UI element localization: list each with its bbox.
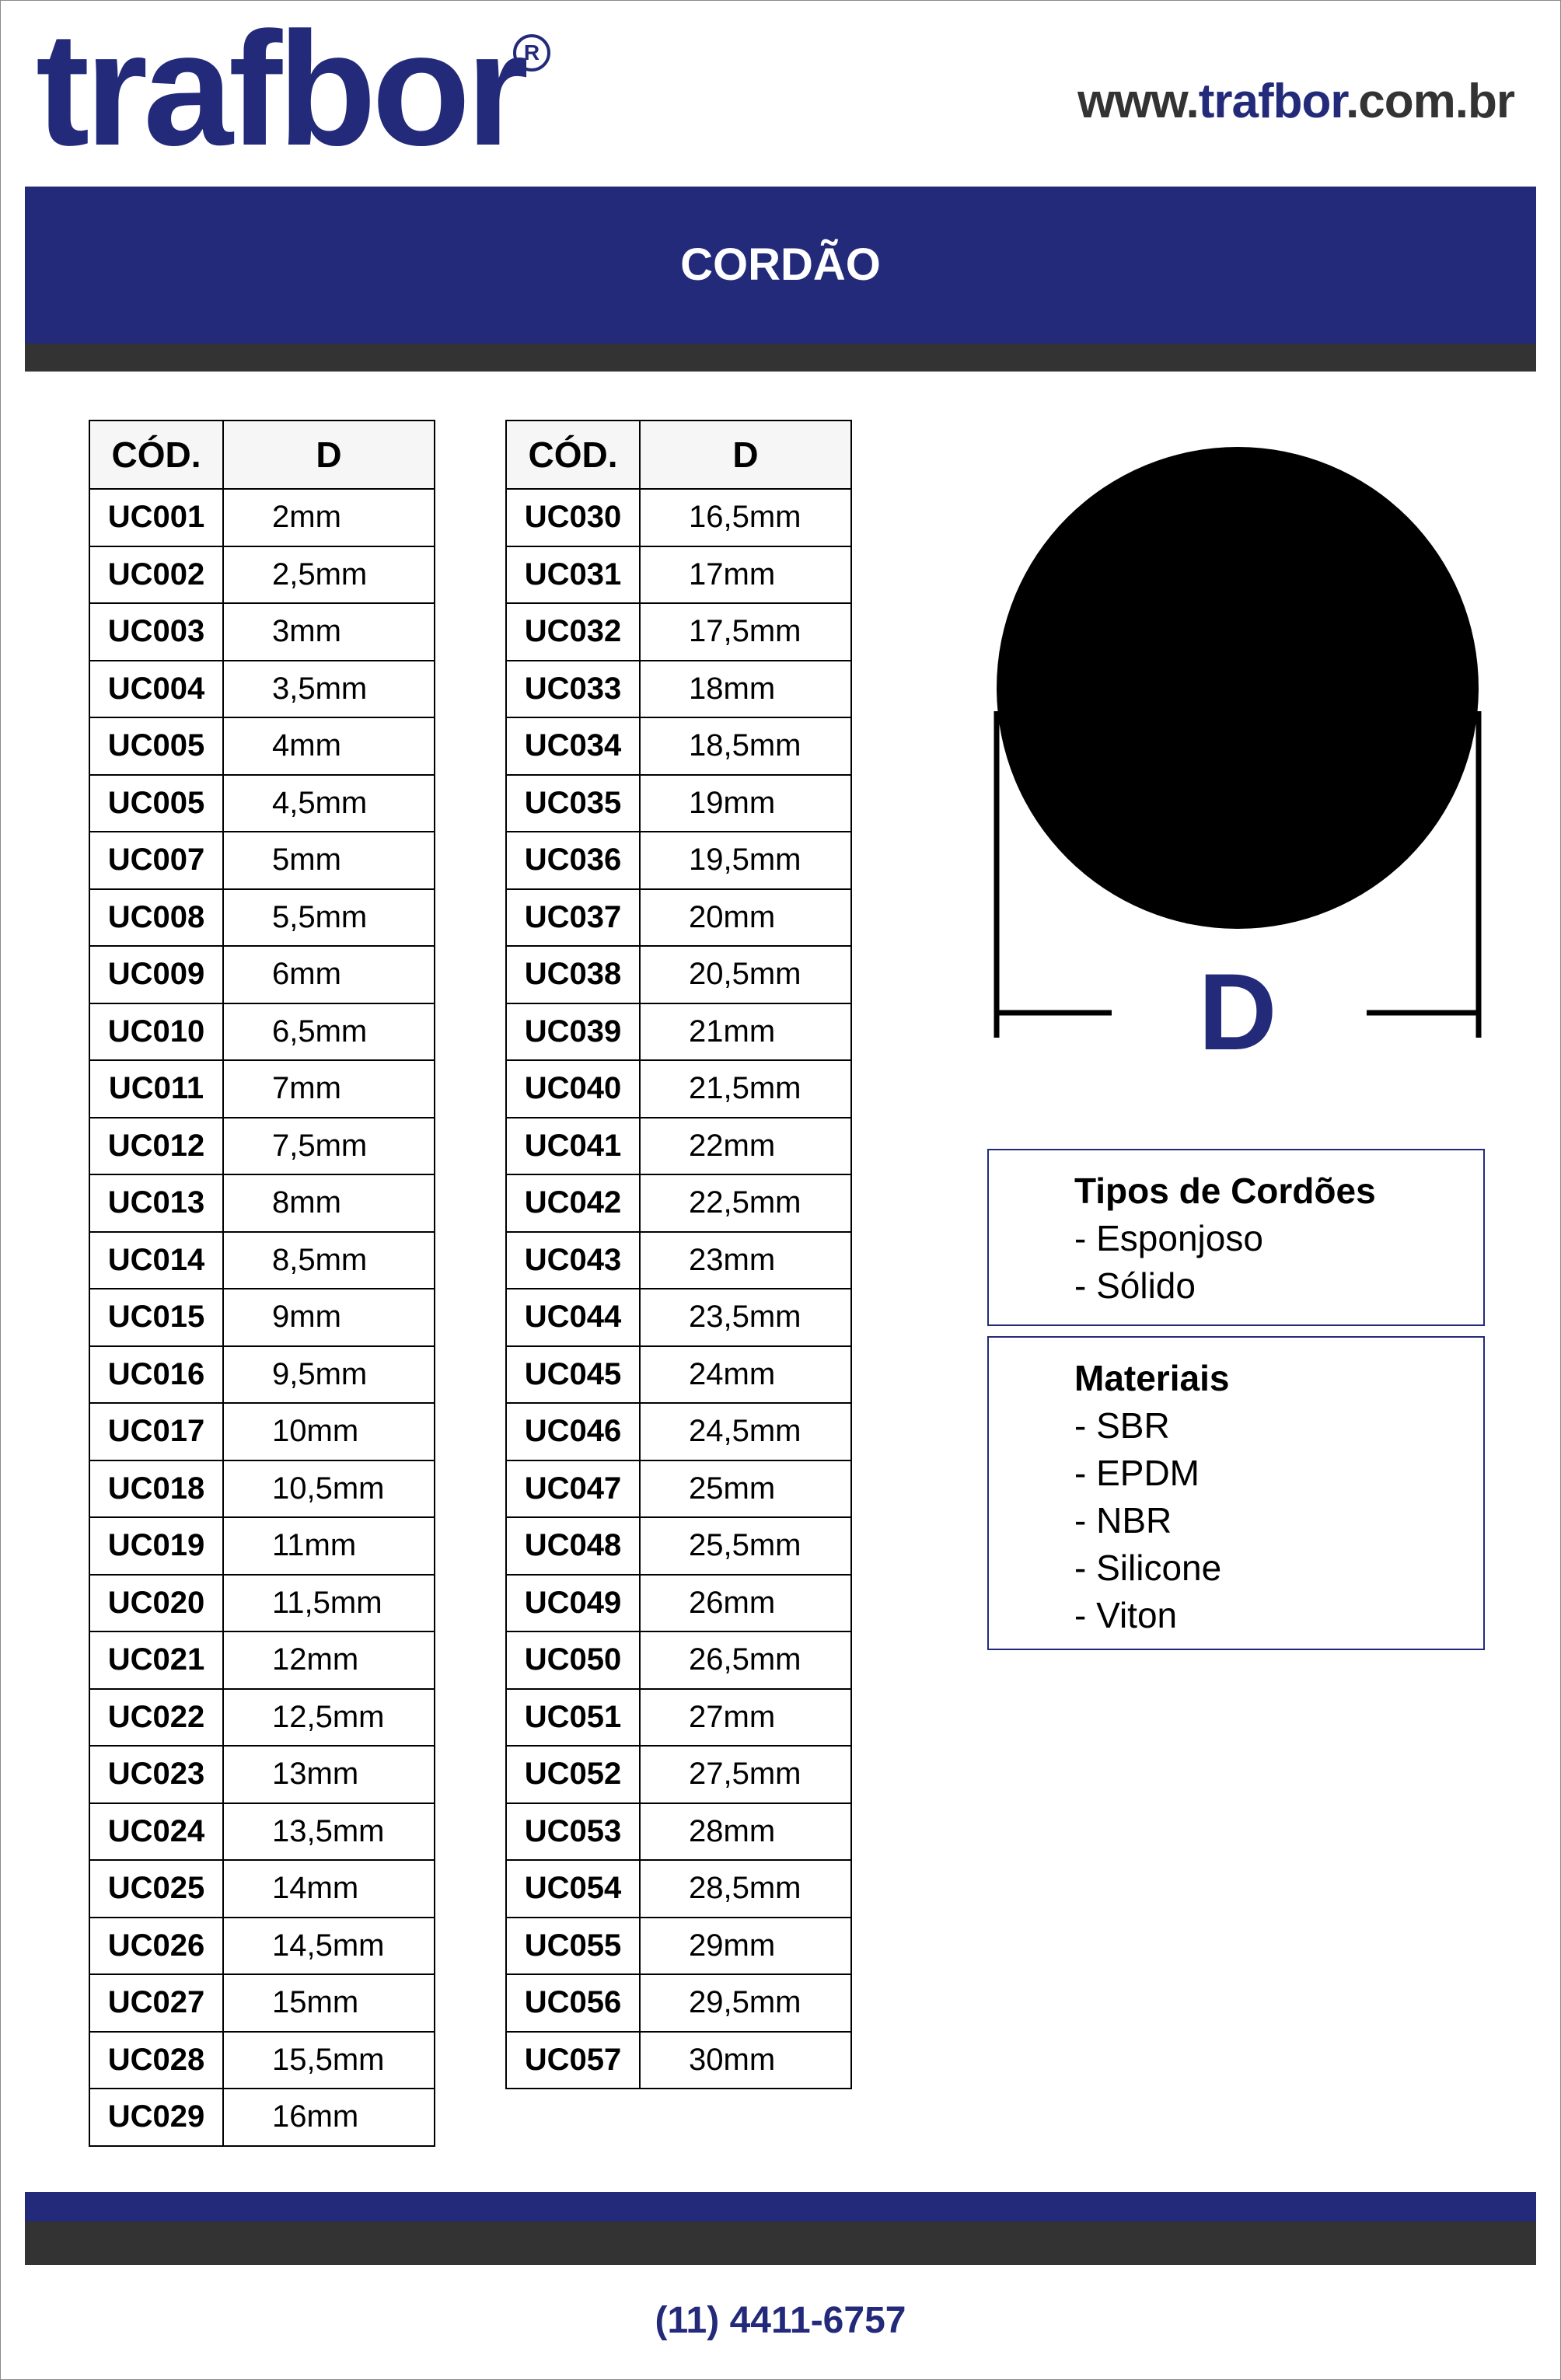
table-row (89, 1174, 435, 1232)
cord-type-item: - Sólido (1074, 1265, 1196, 1306)
row-diameter: 20,5mm (640, 946, 851, 1003)
row-diameter: 25,5mm (640, 1517, 851, 1575)
row-code: UC047 (506, 1460, 640, 1518)
row-diameter: 18,5mm (640, 717, 851, 775)
row-diameter: 3,5mm (223, 661, 435, 718)
table-row (506, 1517, 851, 1575)
row-code: UC021 (89, 1631, 223, 1689)
row-diameter: 5mm (223, 832, 435, 889)
row-diameter: 12mm (223, 1631, 435, 1689)
row-diameter: 2,5mm (223, 546, 435, 604)
row-diameter: 20mm (640, 889, 851, 947)
row-diameter: 26,5mm (640, 1631, 851, 1689)
row-diameter: 15,5mm (223, 2032, 435, 2089)
table-row (506, 717, 851, 775)
table-row (506, 603, 851, 661)
table-row (89, 1003, 435, 1061)
table-row (506, 1631, 851, 1689)
row-code: UC053 (506, 1803, 640, 1861)
row-diameter: 3mm (223, 603, 435, 661)
row-code: UC049 (506, 1575, 640, 1632)
row-diameter: 24,5mm (640, 1403, 851, 1460)
table-row (506, 2032, 851, 2089)
table-row (89, 1803, 435, 1861)
row-code: UC032 (506, 603, 640, 661)
row-code: UC039 (506, 1003, 640, 1061)
row-diameter: 12,5mm (223, 1689, 435, 1747)
row-diameter: 29mm (640, 1918, 851, 1975)
row-code: UC016 (89, 1346, 223, 1404)
row-code: UC019 (89, 1517, 223, 1575)
table-row (89, 546, 435, 604)
row-diameter: 26mm (640, 1575, 851, 1632)
table-row (89, 1689, 435, 1747)
table-row (89, 603, 435, 661)
row-code: UC057 (506, 2032, 640, 2089)
row-code: UC048 (506, 1517, 640, 1575)
table-row (506, 1346, 851, 1404)
row-code: UC033 (506, 661, 640, 718)
row-diameter: 25mm (640, 1460, 851, 1518)
website-link[interactable] (1077, 74, 1514, 129)
table-row (89, 889, 435, 947)
row-diameter: 23mm (640, 1232, 851, 1289)
row-code: UC026 (89, 1918, 223, 1975)
table-row (89, 1403, 435, 1460)
table-row (89, 1232, 435, 1289)
row-code: UC001 (89, 489, 223, 546)
cord-cross-section-diagram (987, 435, 1485, 1057)
table-row (506, 1289, 851, 1346)
row-diameter: 28mm (640, 1803, 851, 1861)
website-suffix: .com.br (1346, 75, 1514, 128)
table-row (89, 1517, 435, 1575)
table-row (89, 1346, 435, 1404)
table-row (506, 1174, 851, 1232)
trafbor-logo: trafbor (36, 0, 525, 180)
cord-type-item: - Esponjoso (1074, 1218, 1263, 1258)
row-diameter: 19mm (640, 775, 851, 832)
row-diameter: 29,5mm (640, 1974, 851, 2032)
table-row (89, 2089, 435, 2146)
table-row (506, 946, 851, 1003)
row-diameter: 21,5mm (640, 1060, 851, 1118)
row-diameter: 10,5mm (223, 1460, 435, 1518)
row-diameter: 11mm (223, 1517, 435, 1575)
table-row (89, 1460, 435, 1518)
table-row (506, 1003, 851, 1061)
diameter-column-header: D (640, 421, 851, 489)
table-row (506, 832, 851, 889)
row-diameter: 30mm (640, 2032, 851, 2089)
row-code: UC038 (506, 946, 640, 1003)
row-diameter: 14,5mm (223, 1918, 435, 1975)
row-diameter: 27mm (640, 1689, 851, 1747)
table-row (506, 1118, 851, 1175)
table-header-row (506, 421, 851, 489)
table-row (89, 946, 435, 1003)
row-code: UC011 (89, 1060, 223, 1118)
table-row (506, 1575, 851, 1632)
row-code: UC005 (89, 717, 223, 775)
row-code: UC022 (89, 1689, 223, 1747)
row-code: UC024 (89, 1803, 223, 1861)
row-diameter: 13,5mm (223, 1803, 435, 1861)
row-diameter: 16mm (223, 2089, 435, 2146)
row-code: UC056 (506, 1974, 640, 2032)
row-diameter: 28,5mm (640, 1860, 851, 1918)
material-item: - SBR (1074, 1405, 1170, 1446)
table-row (89, 1118, 435, 1175)
row-code: UC043 (506, 1232, 640, 1289)
row-diameter: 7mm (223, 1060, 435, 1118)
table-row (506, 1232, 851, 1289)
table-row (506, 1460, 851, 1518)
table-row (89, 489, 435, 546)
registered-mark-icon: R (513, 34, 550, 72)
footer-blue-bar (25, 2192, 1536, 2221)
row-code: UC010 (89, 1003, 223, 1061)
table-row (506, 889, 851, 947)
table-row (506, 1689, 851, 1747)
row-code: UC046 (506, 1403, 640, 1460)
row-code: UC017 (89, 1403, 223, 1460)
row-code: UC025 (89, 1860, 223, 1918)
row-code: UC031 (506, 546, 640, 604)
row-code: UC041 (506, 1118, 640, 1175)
material-item: - NBR (1074, 1500, 1172, 1541)
row-diameter: 22mm (640, 1118, 851, 1175)
row-diameter: 23,5mm (640, 1289, 851, 1346)
row-diameter: 21mm (640, 1003, 851, 1061)
table-row (506, 546, 851, 604)
table-row (89, 1060, 435, 1118)
row-code: UC018 (89, 1460, 223, 1518)
row-diameter: 22,5mm (640, 1174, 851, 1232)
row-code: UC042 (506, 1174, 640, 1232)
material-item: - Viton (1074, 1595, 1178, 1635)
row-code: UC008 (89, 889, 223, 947)
row-code: UC037 (506, 889, 640, 947)
cord-circle (997, 447, 1479, 929)
table-row (506, 775, 851, 832)
row-code: UC035 (506, 775, 640, 832)
row-code: UC012 (89, 1118, 223, 1175)
website-prefix: www. (1077, 75, 1199, 128)
row-diameter: 2mm (223, 489, 435, 546)
row-diameter: 18mm (640, 661, 851, 718)
row-diameter: 8,5mm (223, 1232, 435, 1289)
row-code: UC015 (89, 1289, 223, 1346)
table-row (506, 1803, 851, 1861)
table-row (89, 775, 435, 832)
row-diameter: 10mm (223, 1403, 435, 1460)
size-table-left (89, 420, 435, 2147)
row-diameter: 7,5mm (223, 1118, 435, 1175)
row-diameter: 13mm (223, 1746, 435, 1803)
size-table-right (505, 420, 852, 2089)
material-item: - EPDM (1074, 1453, 1200, 1493)
row-code: UC005 (89, 775, 223, 832)
row-diameter: 9,5mm (223, 1346, 435, 1404)
cord-types-heading: Tipos de Cordões (1074, 1171, 1376, 1211)
table-row (89, 832, 435, 889)
table-row (89, 1860, 435, 1918)
table-row (89, 1746, 435, 1803)
row-code: UC040 (506, 1060, 640, 1118)
row-diameter: 6mm (223, 946, 435, 1003)
row-diameter: 5,5mm (223, 889, 435, 947)
row-diameter: 8mm (223, 1174, 435, 1232)
table-row (506, 1860, 851, 1918)
row-diameter: 19,5mm (640, 832, 851, 889)
row-code: UC004 (89, 661, 223, 718)
row-diameter: 9mm (223, 1289, 435, 1346)
row-code: UC050 (506, 1631, 640, 1689)
diameter-label: D (1198, 951, 1277, 1057)
table-header-row (89, 421, 435, 489)
table-row (89, 1289, 435, 1346)
row-code: UC030 (506, 489, 640, 546)
row-diameter: 15mm (223, 1974, 435, 2032)
row-code: UC009 (89, 946, 223, 1003)
materials-heading: Materiais (1074, 1358, 1230, 1398)
row-code: UC036 (506, 832, 640, 889)
row-diameter: 4mm (223, 717, 435, 775)
row-code: UC014 (89, 1232, 223, 1289)
table-row (89, 1575, 435, 1632)
table-row (89, 1974, 435, 2032)
table-row (89, 1631, 435, 1689)
material-item: - Silicone (1074, 1548, 1222, 1588)
table-row (89, 661, 435, 718)
row-diameter: 14mm (223, 1860, 435, 1918)
website-brand: trafbor (1198, 75, 1346, 128)
table-row (506, 489, 851, 546)
row-diameter: 17mm (640, 546, 851, 604)
materials-box (987, 1336, 1485, 1650)
table-row (506, 1974, 851, 2032)
title-banner-underbar (25, 344, 1536, 372)
row-code: UC052 (506, 1746, 640, 1803)
table-row (89, 2032, 435, 2089)
table-row (89, 717, 435, 775)
row-diameter: 24mm (640, 1346, 851, 1404)
table-row (506, 1403, 851, 1460)
row-code: UC003 (89, 603, 223, 661)
row-code: UC044 (506, 1289, 640, 1346)
table-row (506, 1060, 851, 1118)
page-title: CORDÃO (680, 239, 881, 290)
row-code: UC007 (89, 832, 223, 889)
row-code: UC028 (89, 2032, 223, 2089)
table-row (506, 1746, 851, 1803)
row-code: UC020 (89, 1575, 223, 1632)
code-column-header: CÓD. (89, 421, 223, 489)
row-code: UC027 (89, 1974, 223, 2032)
cord-types-box (987, 1149, 1485, 1326)
row-diameter: 27,5mm (640, 1746, 851, 1803)
row-code: UC054 (506, 1860, 640, 1918)
code-column-header: CÓD. (506, 421, 640, 489)
row-code: UC055 (506, 1918, 640, 1975)
row-code: UC034 (506, 717, 640, 775)
row-code: UC013 (89, 1174, 223, 1232)
table-row (89, 1918, 435, 1975)
row-diameter: 6,5mm (223, 1003, 435, 1061)
row-code: UC051 (506, 1689, 640, 1747)
phone-number[interactable]: (11) 4411-6757 (655, 2300, 906, 2341)
row-diameter: 16,5mm (640, 489, 851, 546)
row-diameter: 17,5mm (640, 603, 851, 661)
row-code: UC045 (506, 1346, 640, 1404)
row-code: UC029 (89, 2089, 223, 2146)
footer-dark-bar (25, 2221, 1536, 2265)
table-row (506, 1918, 851, 1975)
row-diameter: 11,5mm (223, 1575, 435, 1632)
row-diameter: 4,5mm (223, 775, 435, 832)
table-row (506, 661, 851, 718)
row-code: UC023 (89, 1746, 223, 1803)
diameter-column-header: D (223, 421, 435, 489)
row-code: UC002 (89, 546, 223, 604)
